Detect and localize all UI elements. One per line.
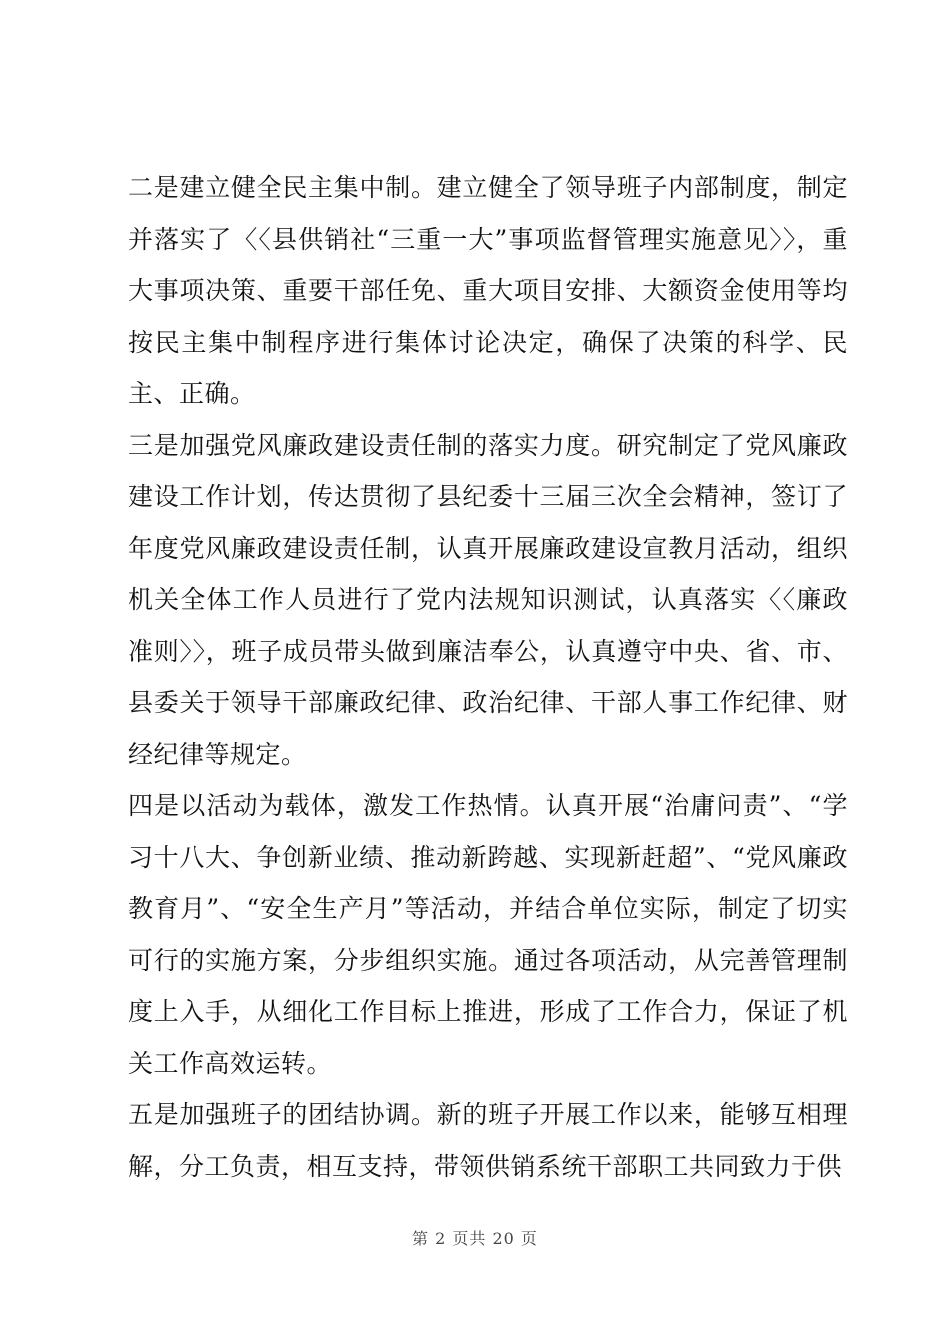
page-number-footer: 第 2 页共 20 页 — [412, 1229, 538, 1248]
paragraph-4: 四是以活动为载体，激发工作热情。认真开展“治庸问责”、“学习十八大、争创新业绩、推动新跨越、实现新赶超”、“党风廉政教育月”、“安全生产月”等活动，并结合单位实际，制定了切实可行的实施方案，分步组织实施。通过各项活动，从完善管理制度上入手，从细化工作目标上推进，形成了工作合力，保证了机关工作高效运转。 — [128, 791, 848, 1078]
paragraph-3: 三是加强党风廉政建设责任制的落实力度。研究制定了党风廉政建设工作计划，传达贯彻了县纪委十三届三次全会精神，签订了年度党风廉政建设责任制，认真开展廉政建设宣教月活动，组织机关全体工作人员进行了党内法规知识测试，认真落实〈〈廉政准则〉〉，班子成员带头做到廉洁奉公，认真遵守中央、省、市、县委关于领导干部廉政纪律、政治纪律、干部人事工作纪律、财经纪律等规定。 — [128, 430, 848, 769]
document-body — [128, 162, 848, 1192]
paragraph-5: 五是加强班子的团结协调。新的班子开展工作以来，能够互相理解，分工负责，相互支持，带领供销系统干部职工共同致力于供 — [128, 1100, 848, 1181]
paragraph-2: 二是建立健全民主集中制。建立健全了领导班子内部制度，制定并落实了〈〈县供销社“三重一大”事项监督管理实施意见〉〉，重大事项决策、重要干部任免、重大项目安排、大额资金使用等均按民主集中制程序进行集体讨论决定，确保了决策的科学、民主、正确。 — [128, 173, 848, 408]
